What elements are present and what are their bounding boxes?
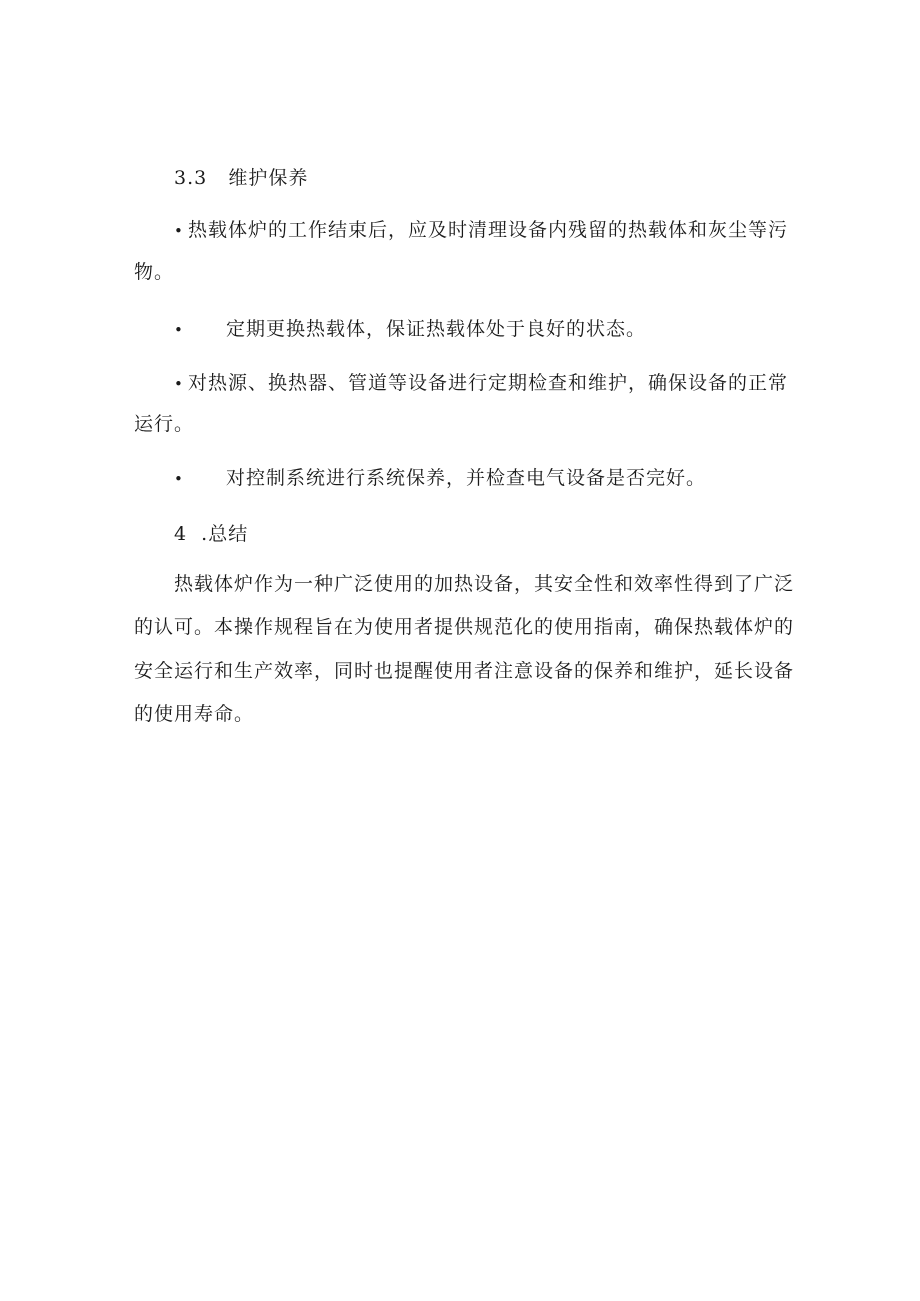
bullet-item-2 xyxy=(174,317,646,342)
bullet-item-3-continuation xyxy=(134,412,194,436)
section-title: 4 .总结 xyxy=(174,523,249,545)
paragraph-text: 安全运行和生产效率，同时也提醒使用者注意设备的保养和维护，延长设备 xyxy=(134,660,795,682)
paragraph-text: 的认可。本操作规程旨在为使用者提供规范化的使用指南，确保热载体炉的 xyxy=(134,616,795,638)
summary-line-2 xyxy=(134,615,794,639)
bullet-item-1 xyxy=(174,218,788,243)
bullet-icon: • xyxy=(174,321,184,339)
summary-line-4 xyxy=(134,702,254,726)
bullet-text: 物。 xyxy=(134,261,175,283)
summary-line-3 xyxy=(134,659,794,683)
bullet-icon: • xyxy=(174,375,184,393)
summary-line-1 xyxy=(174,572,794,596)
bullet-text: 对热源、换热器、管道等设备进行定期检查和维护，确保设备的正常 xyxy=(188,372,789,394)
section-number: 3.3 xyxy=(174,167,208,189)
section-heading-3-3 xyxy=(174,166,308,190)
paragraph-text: 热载体炉作为一种广泛使用的加热设备，其安全性和效率性得到了广泛 xyxy=(174,573,795,595)
paragraph-text: 的使用寿命。 xyxy=(134,703,255,725)
bullet-text: 热载体炉的工作结束后，应及时清理设备内残留的热载体和灰尘等污 xyxy=(188,219,789,241)
section-title: 维护保养 xyxy=(228,167,309,189)
bullet-icon: • xyxy=(174,470,184,488)
bullet-icon: • xyxy=(174,222,184,240)
bullet-item-1-continuation xyxy=(134,260,174,284)
bullet-item-3 xyxy=(174,371,788,396)
bullet-item-4 xyxy=(174,466,706,491)
section-heading-4 xyxy=(174,522,248,546)
bullet-text: 运行。 xyxy=(134,413,195,435)
bullet-text: 对控制系统进行系统保养，并检查电气设备是否完好。 xyxy=(226,467,707,489)
bullet-text: 定期更换热载体，保证热载体处于良好的状态。 xyxy=(226,318,647,340)
